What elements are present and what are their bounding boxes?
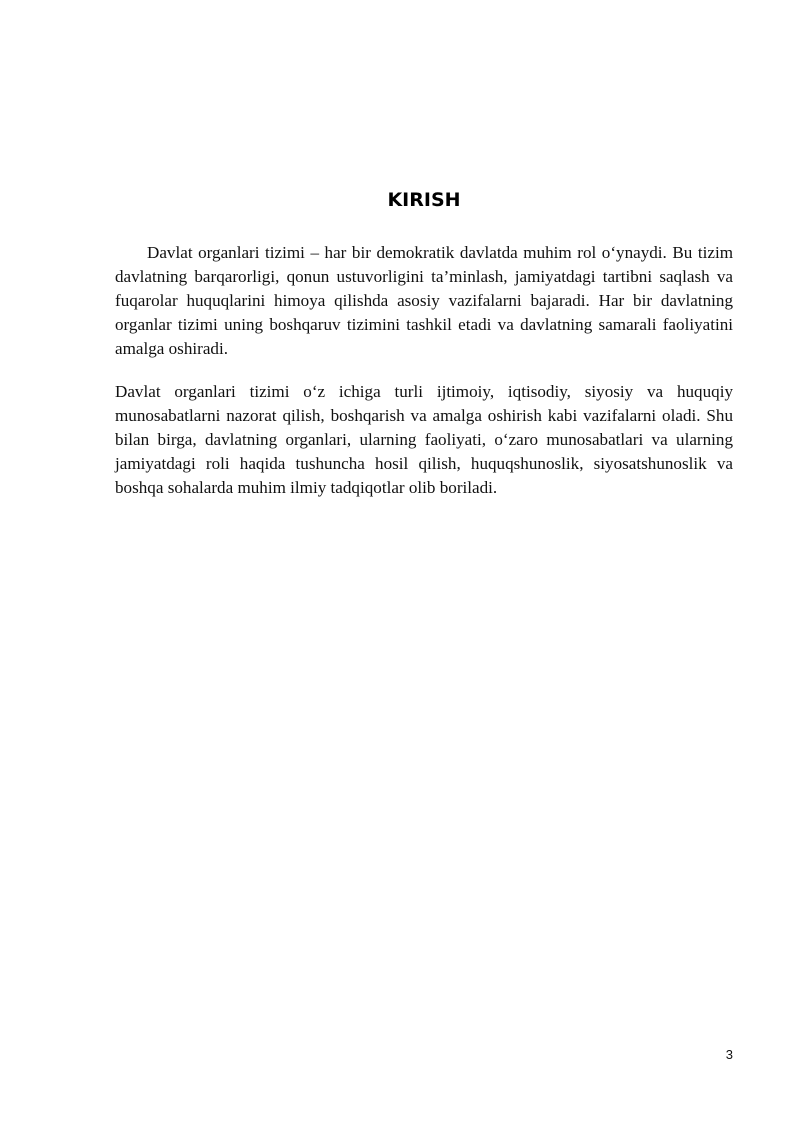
page-number: 3 [725, 1047, 733, 1062]
paragraph-intro: Davlat organlari tizimi – har bir demokratik davlatda muhim rol o‘ynaydi. Bu tizim davlatning barqarorligi, qonun ustuvorligini ta’minlash, jamiyatdagi tartibni saqlash va fuqarolar huquqlarini himoya qilishda asosiy vazifalarni bajaradi. Har bir davlatning organlar tizimi uning boshqaruv tizimini tashkil etadi va davlatning samarali faoliyatini amalga oshiradi. [115, 243, 733, 358]
paragraph-scope: Davlat organlari tizimi o‘z ichiga turli ijtimoiy, iqtisodiy, siyosiy va huquqiy munosabatlarni nazorat qilish, boshqarish va amalga oshirish kabi vazifalarni oladi. Shu bilan birga, davlatning organlari, ularning faoliyati, o‘zaro munosabatlari va ularning jamiyatdagi roli haqida tushuncha hosil qilish, huquqshunoslik, siyosatshunoslik va boshqa sohalarda muhim ilmiy tadqiqotlar olib boriladi. [115, 382, 733, 497]
page-title: KIRISH [387, 189, 461, 211]
